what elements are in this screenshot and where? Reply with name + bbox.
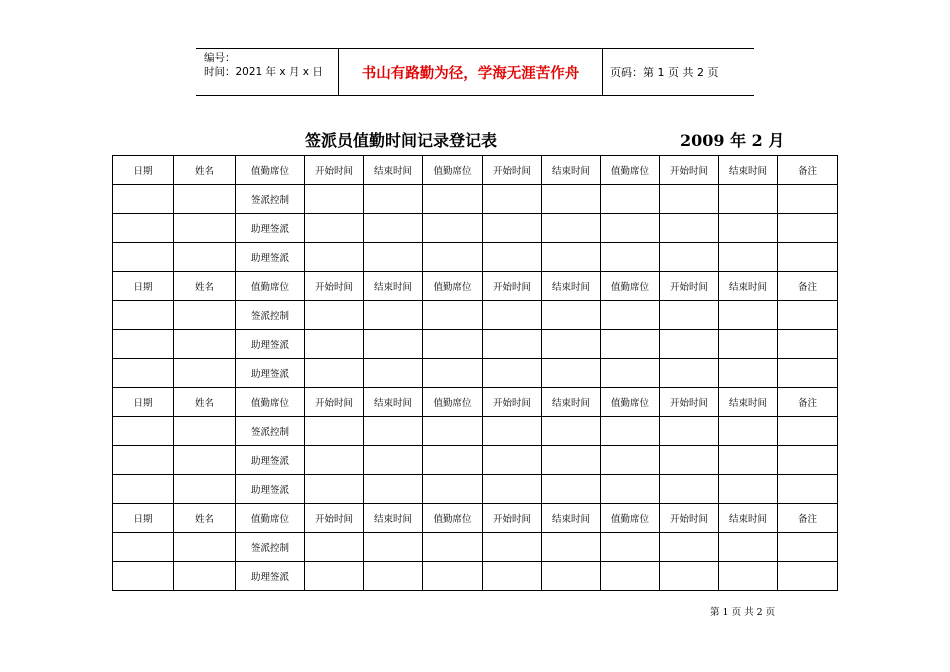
table-cell bbox=[113, 214, 174, 243]
table-cell bbox=[364, 417, 423, 446]
column-header: 值勤席位 bbox=[236, 388, 305, 417]
table-cell bbox=[660, 185, 719, 214]
table-cell bbox=[778, 185, 838, 214]
table-cell bbox=[542, 533, 601, 562]
duty-position-cell: 助理签派 bbox=[236, 243, 305, 272]
table-cell bbox=[542, 330, 601, 359]
table-cell bbox=[423, 533, 483, 562]
table-cell bbox=[542, 475, 601, 504]
table-cell bbox=[601, 243, 660, 272]
table-cell bbox=[660, 330, 719, 359]
column-header: 结束时间 bbox=[719, 272, 778, 301]
table-row bbox=[113, 301, 838, 330]
table-cell bbox=[542, 359, 601, 388]
table-cell bbox=[601, 562, 660, 591]
table-cell bbox=[364, 359, 423, 388]
table-cell bbox=[483, 330, 542, 359]
table-cell bbox=[778, 359, 838, 388]
table-cell bbox=[601, 214, 660, 243]
column-header: 开始时间 bbox=[305, 272, 364, 301]
table-cell bbox=[719, 301, 778, 330]
table-cell bbox=[483, 185, 542, 214]
table-cell bbox=[174, 533, 236, 562]
table-cell bbox=[778, 475, 838, 504]
table-cell bbox=[719, 533, 778, 562]
table-cell bbox=[364, 301, 423, 330]
table-cell bbox=[423, 446, 483, 475]
table-cell bbox=[174, 359, 236, 388]
table-cell bbox=[542, 185, 601, 214]
table-cell bbox=[174, 330, 236, 359]
table-cell bbox=[778, 330, 838, 359]
table-cell bbox=[174, 243, 236, 272]
table-cell bbox=[778, 562, 838, 591]
table-row bbox=[113, 533, 838, 562]
table-cell bbox=[601, 185, 660, 214]
table-cell bbox=[483, 359, 542, 388]
column-header: 开始时间 bbox=[305, 156, 364, 185]
number-label: 编号： bbox=[204, 52, 236, 64]
table-header-row bbox=[113, 388, 838, 417]
table-cell bbox=[778, 214, 838, 243]
column-header: 开始时间 bbox=[483, 388, 542, 417]
time-label: 时间：2021 年 x 月 x 日 bbox=[204, 66, 323, 78]
table-cell bbox=[174, 417, 236, 446]
column-header: 结束时间 bbox=[542, 388, 601, 417]
table-row bbox=[113, 185, 838, 214]
column-header: 备注 bbox=[778, 388, 838, 417]
table-cell bbox=[601, 330, 660, 359]
header-motto: 书山有路勤为径，学海无涯苦作舟 bbox=[361, 65, 580, 82]
duty-position-cell: 签派控制 bbox=[236, 185, 305, 214]
table-cell bbox=[305, 446, 364, 475]
table-cell bbox=[113, 359, 174, 388]
table-cell bbox=[364, 475, 423, 504]
column-header: 结束时间 bbox=[542, 272, 601, 301]
table-row bbox=[113, 243, 838, 272]
table-cell bbox=[364, 446, 423, 475]
table-cell bbox=[542, 446, 601, 475]
table-cell bbox=[483, 475, 542, 504]
table-cell bbox=[305, 214, 364, 243]
column-header: 结束时间 bbox=[364, 272, 423, 301]
table-cell bbox=[719, 417, 778, 446]
column-header: 姓名 bbox=[174, 156, 236, 185]
table-cell bbox=[423, 417, 483, 446]
table-cell bbox=[113, 301, 174, 330]
duty-position-cell: 助理签派 bbox=[236, 359, 305, 388]
table-cell bbox=[660, 301, 719, 330]
table-cell bbox=[174, 185, 236, 214]
column-header: 开始时间 bbox=[483, 272, 542, 301]
table-cell bbox=[423, 301, 483, 330]
table-cell bbox=[174, 301, 236, 330]
table-cell bbox=[364, 562, 423, 591]
column-header: 日期 bbox=[113, 272, 174, 301]
column-header: 值勤席位 bbox=[601, 156, 660, 185]
column-header: 开始时间 bbox=[660, 504, 719, 533]
header-page-label: 页码：第 1 页 共 2 页 bbox=[610, 66, 719, 79]
table-cell bbox=[423, 330, 483, 359]
table-row bbox=[113, 359, 838, 388]
table-cell bbox=[778, 301, 838, 330]
column-header: 姓名 bbox=[174, 388, 236, 417]
table-cell bbox=[660, 446, 719, 475]
table-cell bbox=[542, 301, 601, 330]
column-header: 结束时间 bbox=[719, 504, 778, 533]
column-header: 结束时间 bbox=[364, 388, 423, 417]
table-cell bbox=[174, 446, 236, 475]
table-row bbox=[113, 475, 838, 504]
duty-record-table bbox=[112, 155, 838, 591]
document-date: 2009 年 2 月 bbox=[680, 131, 785, 150]
duty-position-cell: 助理签派 bbox=[236, 562, 305, 591]
column-header: 开始时间 bbox=[660, 388, 719, 417]
table-cell bbox=[423, 185, 483, 214]
table-cell bbox=[423, 243, 483, 272]
table-cell bbox=[542, 417, 601, 446]
header-divider bbox=[602, 48, 603, 96]
table-cell bbox=[364, 533, 423, 562]
table-cell bbox=[364, 330, 423, 359]
table-cell bbox=[660, 417, 719, 446]
table-cell bbox=[483, 562, 542, 591]
duty-position-cell: 签派控制 bbox=[236, 301, 305, 330]
table-cell bbox=[113, 533, 174, 562]
table-header-row bbox=[113, 272, 838, 301]
header-meta bbox=[204, 51, 323, 79]
table-cell bbox=[364, 243, 423, 272]
column-header: 值勤席位 bbox=[423, 272, 483, 301]
column-header: 值勤席位 bbox=[423, 156, 483, 185]
table-cell bbox=[174, 475, 236, 504]
table-cell bbox=[778, 446, 838, 475]
table-cell bbox=[483, 243, 542, 272]
document-header bbox=[196, 48, 754, 96]
column-header: 值勤席位 bbox=[601, 388, 660, 417]
table-cell bbox=[601, 533, 660, 562]
duty-position-cell: 助理签派 bbox=[236, 475, 305, 504]
column-header: 值勤席位 bbox=[423, 388, 483, 417]
document-title: 签派员值勤时间记录登记表 bbox=[305, 131, 498, 150]
table-cell bbox=[113, 475, 174, 504]
column-header: 值勤席位 bbox=[601, 272, 660, 301]
column-header: 结束时间 bbox=[542, 156, 601, 185]
duty-position-cell: 助理签派 bbox=[236, 330, 305, 359]
table-cell bbox=[113, 446, 174, 475]
table-row bbox=[113, 417, 838, 446]
table-cell bbox=[719, 446, 778, 475]
table-cell bbox=[719, 475, 778, 504]
table-cell bbox=[542, 214, 601, 243]
column-header: 姓名 bbox=[174, 272, 236, 301]
column-header: 开始时间 bbox=[483, 156, 542, 185]
table-cell bbox=[483, 533, 542, 562]
table-cell bbox=[423, 475, 483, 504]
table-cell bbox=[113, 330, 174, 359]
table-cell bbox=[113, 562, 174, 591]
table-cell bbox=[113, 185, 174, 214]
column-header: 值勤席位 bbox=[423, 504, 483, 533]
table-cell bbox=[483, 214, 542, 243]
column-header: 日期 bbox=[113, 504, 174, 533]
column-header: 结束时间 bbox=[364, 156, 423, 185]
column-header: 结束时间 bbox=[719, 388, 778, 417]
column-header: 开始时间 bbox=[483, 504, 542, 533]
column-header: 开始时间 bbox=[660, 156, 719, 185]
column-header: 结束时间 bbox=[364, 504, 423, 533]
table-row bbox=[113, 562, 838, 591]
table-cell bbox=[305, 243, 364, 272]
table-cell bbox=[719, 243, 778, 272]
table-cell bbox=[778, 533, 838, 562]
table-cell bbox=[601, 301, 660, 330]
table-cell bbox=[423, 214, 483, 243]
table-cell bbox=[423, 562, 483, 591]
column-header: 结束时间 bbox=[542, 504, 601, 533]
table-row bbox=[113, 446, 838, 475]
table-cell bbox=[601, 359, 660, 388]
table-cell bbox=[719, 185, 778, 214]
column-header: 备注 bbox=[778, 504, 838, 533]
duty-position-cell: 签派控制 bbox=[236, 417, 305, 446]
table-cell bbox=[778, 417, 838, 446]
column-header: 值勤席位 bbox=[236, 156, 305, 185]
column-header: 开始时间 bbox=[305, 504, 364, 533]
table-cell bbox=[305, 533, 364, 562]
column-header: 备注 bbox=[778, 272, 838, 301]
table-cell bbox=[601, 446, 660, 475]
table-cell bbox=[174, 562, 236, 591]
table-row bbox=[113, 330, 838, 359]
table-cell bbox=[660, 359, 719, 388]
column-header: 日期 bbox=[113, 156, 174, 185]
table-cell bbox=[719, 330, 778, 359]
table-cell bbox=[113, 417, 174, 446]
table-cell bbox=[601, 417, 660, 446]
table-cell bbox=[660, 475, 719, 504]
table-cell bbox=[483, 446, 542, 475]
table-cell bbox=[423, 359, 483, 388]
table-cell bbox=[778, 243, 838, 272]
table-header-row bbox=[113, 504, 838, 533]
table-header-row bbox=[113, 156, 838, 185]
table-cell bbox=[174, 214, 236, 243]
column-header: 值勤席位 bbox=[236, 272, 305, 301]
table-cell bbox=[364, 214, 423, 243]
table-cell bbox=[660, 243, 719, 272]
column-header: 开始时间 bbox=[305, 388, 364, 417]
table-cell bbox=[305, 417, 364, 446]
table-cell bbox=[305, 330, 364, 359]
column-header: 姓名 bbox=[174, 504, 236, 533]
column-header: 日期 bbox=[113, 388, 174, 417]
duty-position-cell: 助理签派 bbox=[236, 214, 305, 243]
column-header: 值勤席位 bbox=[601, 504, 660, 533]
table-cell bbox=[542, 243, 601, 272]
column-header: 备注 bbox=[778, 156, 838, 185]
page-footer: 第 1 页 共 2 页 bbox=[710, 607, 776, 618]
table-cell bbox=[305, 475, 364, 504]
column-header: 值勤席位 bbox=[236, 504, 305, 533]
table-row bbox=[113, 214, 838, 243]
table-cell bbox=[719, 214, 778, 243]
table-cell bbox=[483, 417, 542, 446]
duty-position-cell: 助理签派 bbox=[236, 446, 305, 475]
table-cell bbox=[601, 475, 660, 504]
table-cell bbox=[660, 533, 719, 562]
duty-position-cell: 签派控制 bbox=[236, 533, 305, 562]
table-cell bbox=[305, 562, 364, 591]
table-cell bbox=[305, 359, 364, 388]
table-cell bbox=[719, 359, 778, 388]
table-cell bbox=[364, 185, 423, 214]
table-cell bbox=[483, 301, 542, 330]
column-header: 开始时间 bbox=[660, 272, 719, 301]
column-header: 结束时间 bbox=[719, 156, 778, 185]
table-cell bbox=[660, 214, 719, 243]
table-cell bbox=[113, 243, 174, 272]
table-cell bbox=[305, 185, 364, 214]
table-cell bbox=[542, 562, 601, 591]
table-cell bbox=[719, 562, 778, 591]
table-cell bbox=[660, 562, 719, 591]
table-cell bbox=[305, 301, 364, 330]
